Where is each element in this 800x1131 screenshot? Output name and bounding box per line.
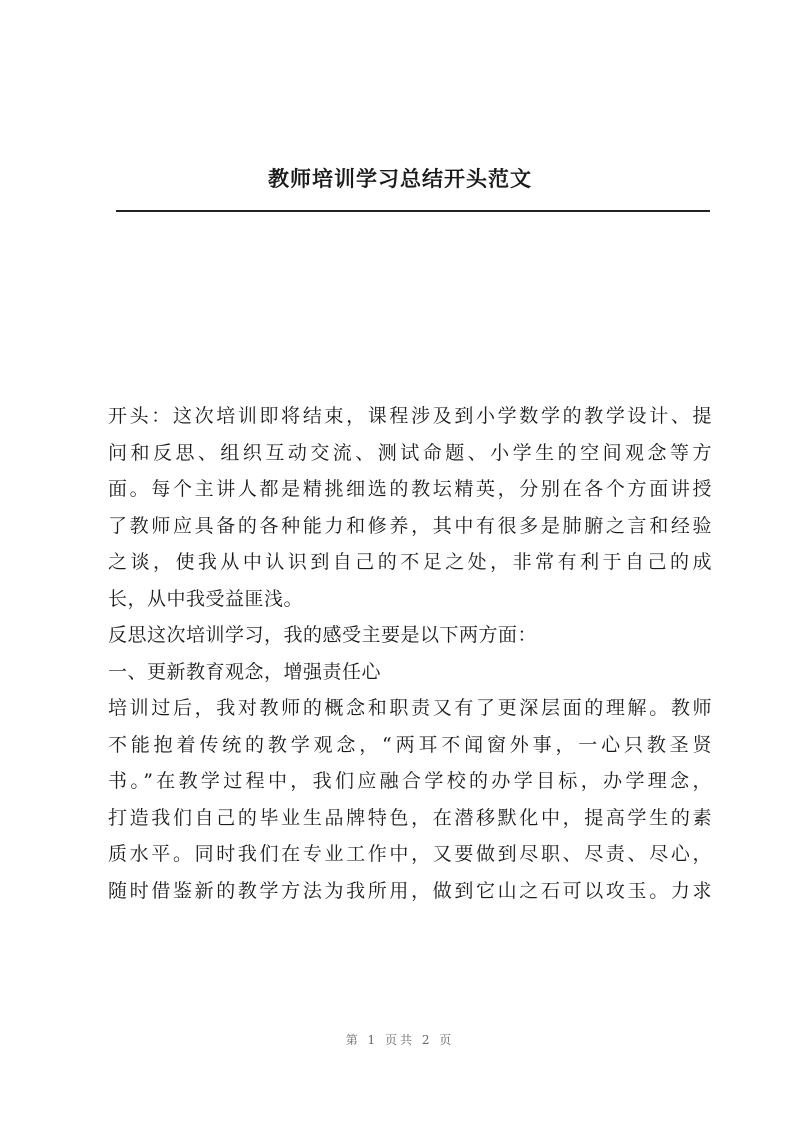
body-line: 打造我们自己的毕业生品牌特色，在潜移默化中，提高学生的素 [108, 806, 712, 829]
body-line: 面。每个主讲人都是精挑细选的教坛精英，分别在各个方面讲授 [108, 478, 712, 500]
title-divider [116, 210, 710, 212]
section-heading: 一、更新教育观念，增强责任心 [108, 660, 382, 683]
body-line: 书。”在教学过程中，我们应融合学校的办学目标，办学理念， [108, 770, 712, 792]
body-line: 培训过后，我对教师的概念和职责又有了更深层面的理解。教师 [108, 697, 712, 719]
body-line: 随时借鉴新的教学方法为我所用，做到它山之石可以攻玉。力求 [108, 879, 712, 902]
body-line: 不能抱着传统的教学观念，“两耳不闻窗外事，一心只教圣贤 [108, 733, 712, 756]
body-line: 长，从中我受益匪浅。 [108, 587, 304, 610]
body-line: 反思这次培训学习，我的感受主要是以下两方面： [108, 624, 538, 646]
page-title: 教师培训学习总结开头范文 [268, 166, 532, 191]
body-line: 质水平。同时我们在专业工作中，又要做到尽职、尽责、尽心， [108, 843, 712, 865]
body-line: 之谈，使我从中认识到自己的不足之处，非常有利于自己的成 [108, 551, 712, 573]
body-line: 了教师应具备的各种能力和修养，其中有很多是肺腑之言和经验 [108, 514, 712, 537]
document-body [108, 398, 712, 909]
page-number: 第 1 页共 2 页 [345, 1033, 455, 1047]
body-line: 问和反思、组织互动交流、测试命题、小学生的空间观念等方 [108, 441, 712, 464]
body-line: 开头：这次培训即将结束，课程涉及到小学数学的教学设计、提 [108, 405, 712, 427]
